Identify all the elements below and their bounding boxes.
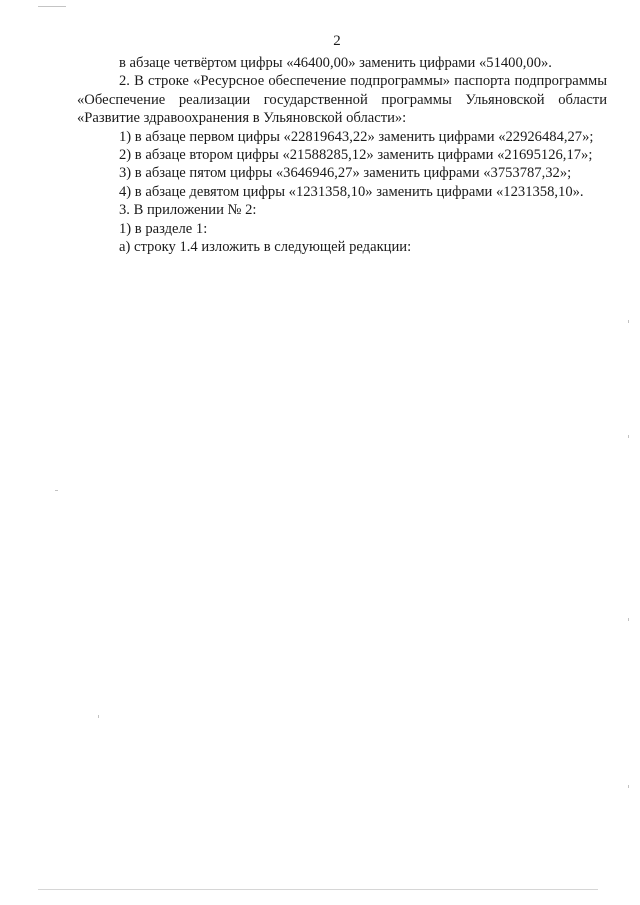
scan-speck <box>628 618 629 621</box>
scan-artifact-bottom <box>38 889 598 890</box>
paragraph-7: 3. В приложении № 2: <box>119 202 257 219</box>
scan-speck <box>98 715 99 718</box>
paragraph-4: 2) в абзаце втором цифры «21588285,12» заменить цифрами «21695126,17»; <box>119 147 593 164</box>
scan-artifact-top <box>38 6 66 7</box>
paragraph-8: 1) в разделе 1: <box>119 220 208 237</box>
scan-speck <box>628 320 629 323</box>
page-number: 2 <box>333 33 341 49</box>
paragraph-3: 1) в абзаце первом цифры «22819643,22» заменить цифрами «22926484,27»; <box>119 128 594 145</box>
document-body <box>77 54 607 256</box>
scan-speck <box>55 490 58 491</box>
paragraph-1: в абзаце четвёртом цифры «46400,00» заменить цифрами «51400,00». <box>119 55 552 71</box>
paragraph-9: а) строку 1.4 изложить в следующей редакции: <box>119 239 412 256</box>
paragraph-5: 3) в абзаце пятом цифры «3646946,27» заменить цифрами «3753787,32»; <box>119 165 572 182</box>
paragraph-2: 2. В строке «Ресурсное обеспечение подпрограммы» паспорта подпрограммы «Обеспечение реализации государственной программы Ульяновской области «Развитие здравоохранения в Ульяновской области»: <box>77 73 607 127</box>
paragraph-6: 4) в абзаце девятом цифры «1231358,10» заменить цифрами «1231358,10». <box>119 183 584 200</box>
scan-speck <box>628 785 629 788</box>
scan-speck <box>628 435 629 438</box>
